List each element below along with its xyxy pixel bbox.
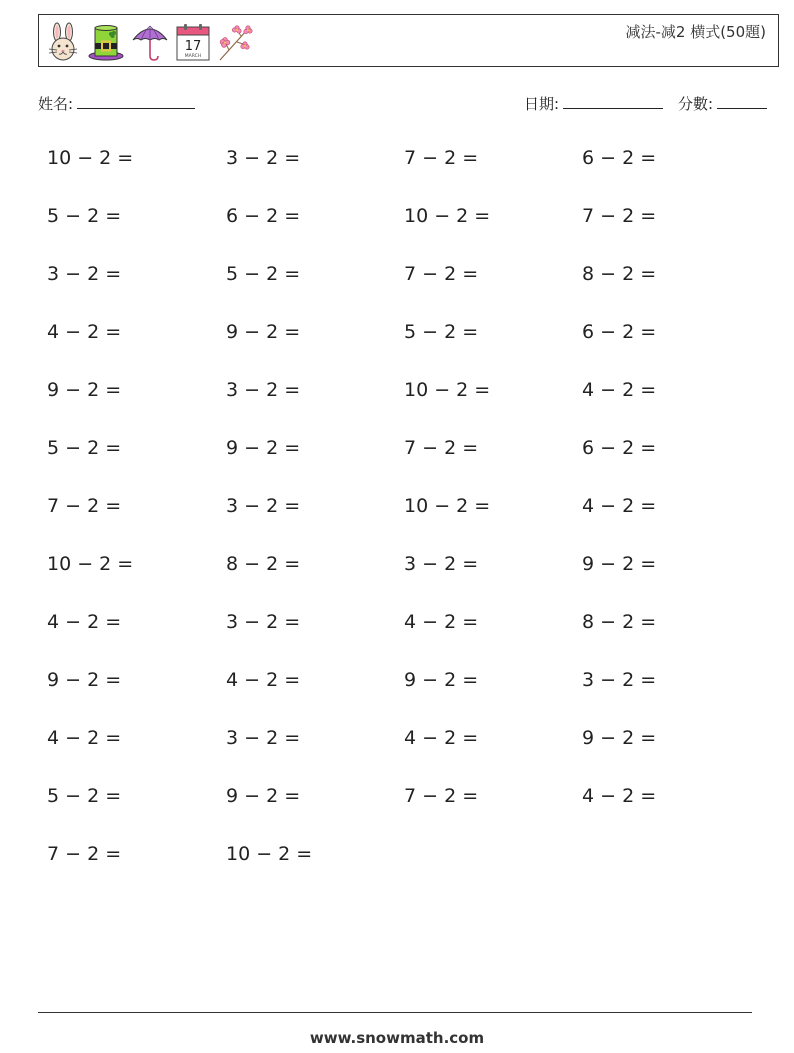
date-label: 日期:: [524, 95, 560, 113]
worksheet-header: [38, 14, 779, 67]
problem-item: 9 − 2 =: [404, 669, 479, 691]
problem-item: 3 − 2 =: [404, 553, 479, 575]
name-field: [38, 93, 195, 114]
rabbit-icon: [45, 22, 81, 62]
problem-item: 5 − 2 =: [404, 321, 479, 343]
problem-item: 4 − 2 =: [47, 727, 122, 749]
problem-item: 7 − 2 =: [582, 205, 657, 227]
problem-item: 10 − 2 =: [47, 147, 134, 169]
date-field: [524, 93, 663, 114]
problem-item: 3 − 2 =: [47, 263, 122, 285]
name-blank: [77, 94, 195, 109]
problem-item: 3 − 2 =: [582, 669, 657, 691]
problem-item: 3 − 2 =: [226, 379, 301, 401]
problem-item: 5 − 2 =: [47, 785, 122, 807]
problem-item: 9 − 2 =: [582, 553, 657, 575]
date-blank: [563, 94, 663, 109]
problem-item: 3 − 2 =: [226, 611, 301, 633]
name-label: 姓名:: [38, 95, 74, 113]
problem-item: 9 − 2 =: [226, 321, 301, 343]
problem-item: 3 − 2 =: [226, 495, 301, 517]
problem-item: 8 − 2 =: [226, 553, 301, 575]
problem-item: 8 − 2 =: [582, 263, 657, 285]
problem-item: 5 − 2 =: [226, 263, 301, 285]
problem-item: 7 − 2 =: [47, 843, 122, 865]
problem-item: 6 − 2 =: [226, 205, 301, 227]
problem-item: 4 − 2 =: [47, 321, 122, 343]
problem-item: 7 − 2 =: [47, 495, 122, 517]
calendar-month: MARCH: [184, 54, 202, 59]
problem-item: 4 − 2 =: [404, 727, 479, 749]
problem-item: 10 − 2 =: [226, 843, 313, 865]
problem-item: 9 − 2 =: [47, 379, 122, 401]
problem-item: 4 − 2 =: [582, 379, 657, 401]
calendar-icon: [175, 22, 211, 62]
footer-url: www.snowmath.com: [309, 1029, 485, 1047]
problem-item: 5 − 2 =: [47, 205, 122, 227]
problem-item: 6 − 2 =: [582, 147, 657, 169]
score-field: [678, 93, 767, 114]
problem-item: 5 − 2 =: [47, 437, 122, 459]
flower-branch-icon: [217, 22, 255, 62]
problem-item: 6 − 2 =: [582, 437, 657, 459]
problem-item: 7 − 2 =: [404, 785, 479, 807]
problem-item: 4 − 2 =: [582, 495, 657, 517]
footer-divider: [38, 1012, 752, 1013]
problem-item: 4 − 2 =: [582, 785, 657, 807]
problem-item: 10 − 2 =: [47, 553, 134, 575]
problem-item: 4 − 2 =: [226, 669, 301, 691]
calendar-day: 17: [184, 39, 202, 54]
problem-item: 4 − 2 =: [404, 611, 479, 633]
problem-item: 8 − 2 =: [582, 611, 657, 633]
problem-item: 3 − 2 =: [226, 727, 301, 749]
score-label: 分數:: [678, 95, 714, 113]
umbrella-icon: [131, 22, 169, 62]
problem-item: 4 − 2 =: [47, 611, 122, 633]
problem-item: 9 − 2 =: [226, 785, 301, 807]
problem-item: 9 − 2 =: [226, 437, 301, 459]
worksheet-title: 减法-减2 横式(50題): [625, 23, 766, 41]
problem-item: 9 − 2 =: [47, 669, 122, 691]
problem-item: 3 − 2 =: [226, 147, 301, 169]
problem-item: 7 − 2 =: [404, 147, 479, 169]
icon-strip: [45, 21, 255, 63]
problem-item: 10 − 2 =: [404, 205, 491, 227]
leprechaun-hat-icon: [87, 22, 125, 62]
score-blank: [717, 94, 767, 109]
problem-item: 7 − 2 =: [404, 263, 479, 285]
problem-item: 6 − 2 =: [582, 321, 657, 343]
problem-item: 10 − 2 =: [404, 495, 491, 517]
problem-item: 7 − 2 =: [404, 437, 479, 459]
problem-item: 9 − 2 =: [582, 727, 657, 749]
problem-item: 10 − 2 =: [404, 379, 491, 401]
